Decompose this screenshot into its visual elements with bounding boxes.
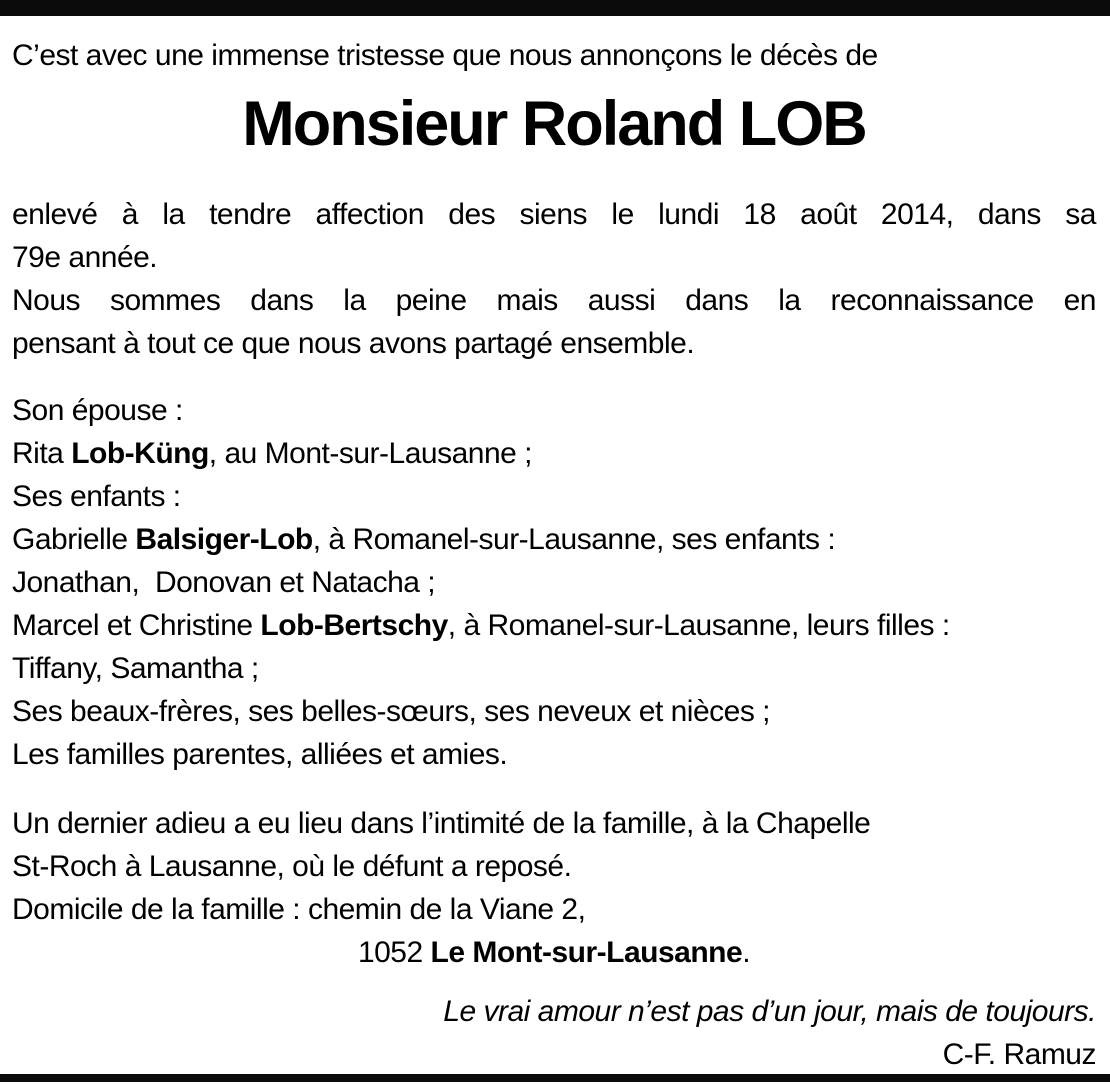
family-line-text: Son épouse : xyxy=(12,394,183,427)
family-surname-bold: Lob-Bertschy xyxy=(260,609,448,642)
farewell-line: Un dernier adieu a eu lieu dans l’intimité de la famille, à la Chapelle xyxy=(12,807,871,840)
notice-content xyxy=(0,34,1110,1076)
announcement-line: Nous sommes dans la peine mais aussi dans la reconnaissance en xyxy=(12,284,1096,317)
deceased-name-title: Monsieur Roland LOB xyxy=(242,89,866,159)
bottom-border-bar xyxy=(0,1074,1110,1082)
family-line xyxy=(12,647,1096,690)
farewell-line: Domicile de la famille : chemin de la Viane 2, xyxy=(12,893,586,926)
farewell-line: St-Roch à Lausanne, où le défunt a reposé. xyxy=(12,850,572,883)
family-line xyxy=(12,475,1096,518)
family-line-text: Jonathan, Donovan et Natacha ; xyxy=(12,566,436,599)
family-line xyxy=(12,690,1096,733)
family-list xyxy=(12,389,1096,776)
address-period: . xyxy=(742,936,751,969)
family-line xyxy=(12,518,1096,561)
family-line-text: Les familles parentes, alliées et amies. xyxy=(12,738,508,771)
quote-block xyxy=(12,990,1096,1076)
postal-code: 1052 xyxy=(357,936,431,969)
family-line-text: , à Romanel-sur-Lausanne, ses enfants : xyxy=(312,523,836,556)
family-line-text: Gabrielle xyxy=(12,523,136,556)
address-line xyxy=(12,931,1096,974)
family-line-text: Marcel et Christine xyxy=(12,609,261,642)
announcement-line: pensant à tout ce que nous avons partagé ensemble. xyxy=(12,327,695,360)
address-city-bold: Le Mont-sur-Lausanne xyxy=(430,936,743,969)
family-surname-bold: Balsiger-Lob xyxy=(135,523,313,556)
family-line xyxy=(12,733,1096,776)
family-line-text: Ses beaux-frères, ses belles-sœurs, ses neveux et nièces ; xyxy=(12,695,771,728)
top-border-bar xyxy=(0,0,1110,16)
intro-text: C’est avec une immense tristesse que nous annonçons le décès de xyxy=(12,39,878,72)
quote-text: Le vrai amour n’est pas d’un jour, mais de toujours. xyxy=(443,995,1096,1028)
family-surname-bold: Lob-Küng xyxy=(71,437,209,470)
family-line-text: , au Mont-sur-Lausanne ; xyxy=(208,437,532,470)
family-line xyxy=(12,389,1096,432)
farewell-paragraph xyxy=(12,802,1096,974)
family-line-text: Tiffany, Samantha ; xyxy=(12,652,259,685)
family-line xyxy=(12,561,1096,604)
family-line xyxy=(12,604,1096,647)
family-line xyxy=(12,432,1096,475)
announcement-line: 79e année. xyxy=(12,241,158,274)
announcement-paragraph xyxy=(12,193,1096,365)
family-line-text: Rita xyxy=(12,437,72,470)
quote-attribution: C-F. Ramuz xyxy=(942,1038,1096,1071)
announcement-line: enlevé à la tendre affection des siens le lundi 18 août 2014, dans sa xyxy=(12,198,1096,231)
family-line-text: Ses enfants : xyxy=(12,480,181,513)
family-line-text: , à Romanel-sur-Lausanne, leurs filles : xyxy=(447,609,950,642)
